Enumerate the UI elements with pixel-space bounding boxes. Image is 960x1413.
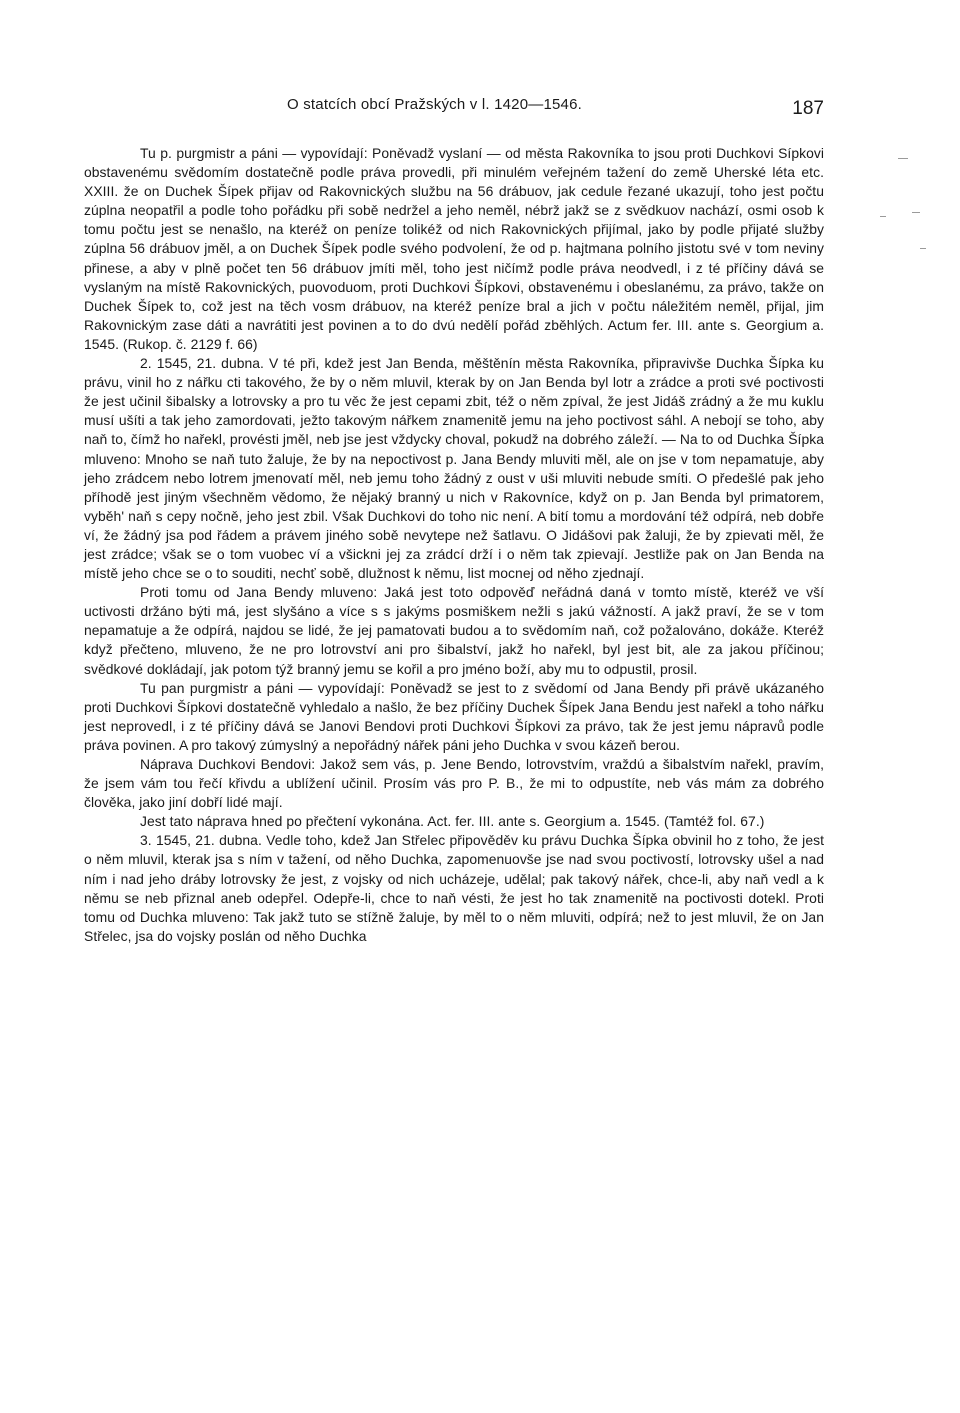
paragraph: Proti tomu od Jana Bendy mluveno: Jaká jest toto odpověď neřádná daná v tomto místě, kteréž ve vší uctivosti držáno býti má, jest slyšáno a více s s jakýms posmiškem nežli s jakú vážností. A jakž praví, že se v tom nepamatuje a že odpírá, najdou se lidé, že jej pamatovati budou a to svědomím naň, což požalováno, dokáže. Kteréž když přečteno, mluveno, že ne pro lotrovství ani pro šibalství, jakž ho nařekl, byl jest bit, ale za jakou příčinou; svědkové dokládají, jak potom týž branný jemu se kořil a pro jméno boží, aby mu to odpustil, prosil. xyxy=(84,584,824,677)
page-number: 187 xyxy=(792,98,824,119)
scan-mark xyxy=(898,158,908,159)
body-text xyxy=(84,144,824,946)
paragraph: 3. 1545, 21. dubna. Vedle toho, kdež Jan Střelec připověděv ku právu Duchka Šípka obvinil ho z toho, že jest o něm mluvil, kterak jsa s ním v tažení, od něho Duchka, zapomenuovše jse nad svou poctivostí, lotrovsky ušel a nad ním i nad jeho dráby lotrovsky že jest, z vojsky od nich ucházeje, udělal; pak takový nářek, chce-li, aby naň vedl a k němu se neb přiznal aneb odepřel. Odepře-li, chce to naň vésti, že jest ho tak znamenitě na poctivosti dotekl. Proti tomu od Duchka mluveno: Tak jakž tuto se stížně žaluje, by měl to o něm mluviti, odpírá; než to jest mluvil, že on Jan Střelec, jsa do vojsky poslán od něho Duchka xyxy=(84,832,824,944)
paragraph: Jest tato náprava hned po přečtení vykonána. Act. fer. III. ante s. Georgium a. 1545. (Tamtéž fol. 67.) xyxy=(140,813,765,830)
paragraph: Tu p. purgmistr a páni — vypovídají: Poněvadž vyslaní — od města Rakovníka to jsou proti Duchkovi Sípkovi obstavenému svědomím dostatečně podle práva provedli, při minulém veřejném tažení do země Uherské léta etc. XXIII. že on Duchek Šípek přijav od Rakovnických službu na 56 drábuov, jak cedule řezané ukazují, toho jest počtu zúplna neopatřil a podle toho pořádku při sobě nedržel a jeho neměl, nébrž jakž se z svědkuov nachází, osmi osob k tomu počtu jest se nenašlo, na kteréž on peníze tolikéž od nich Rakovnických přijímal, jako by podle přijaté služby zúplna 56 drábuov jměl, a on Duchek Šípek podle svého podvolení, že od p. hajtmana polního jistotu své v tom neviny přinese, a aby v plně počet ten 56 drábuov jmíti měl, toho jest ničímž podle práva neodvedl, i z té příčiny dává se vyslaným na místě Rakovnických, puovoduom, proti Duchkovi Šípkovi, obstavenému i obeslanému, za právo, takže on Duchek Šípek to, což jest na těch vosm drábuov, na kteréž peníze bral a jich v počtu náležitém neměl, přijal, jim Rakovnickým zase dáti a navrátiti jest povinen a to do dvú nedělí pořád zběhlých. Actum fer. III. ante s. Georgium a. 1545. (Rukop. č. 2129 f. 66) xyxy=(84,145,824,352)
scan-mark xyxy=(912,212,920,213)
book-page xyxy=(84,0,824,1413)
scan-mark xyxy=(880,216,886,217)
paragraph: Tu pan purgmistr a páni — vypovídají: Poněvadž se jest to z svědomí od Jana Bendy při právě ukázaného proti Duchkovi Šípkovi dostatečně vyhledalo a našlo, že bez příčiny Duchek Šípek Jana Bendu jest nařekl a toho nářku jest neprovedl, i z té příčiny dává se Janovi Bendovi proti Duchkovi Šípkovi za právo, tak že jest jemu nápravů podle práva povinen. A pro takový zúmyslný a nepořádný nářek páni jeho Duchka v svou kázeň berou. xyxy=(84,679,824,753)
scan-mark xyxy=(920,248,926,249)
page-header xyxy=(84,96,824,124)
running-title: O statcích obcí Pražských v l. 1420—1546. xyxy=(287,96,583,113)
paragraph: Náprava Duchkovi Bendovi: Jakož sem vás, p. Jene Bendo, lotrovstvím, vraždú a šibalstvím nařekl, pravím, že jsem vám tou řečí křivdu a ublížení učinil. Prosím vás pro P. B., že mi to odpustíte, neb vás mám za dobrého člověka, jako jiní dobří lidé mají. xyxy=(84,756,824,811)
margin-scan-marks xyxy=(850,150,940,300)
paragraph: 2. 1545, 21. dubna. V té při, kdež jest Jan Benda, měštěnín města Rakovníka, připravivše Duchka Šípka ku právu, vinil ho z nářku cti takového, že by o něm mluvil, kterak by on Jan Benda byl lotr a zrádce a proti své poctivosti že jest učinil šibalsky a lotrovsky a pro tu věc že jest cepami zbit, též o něm zpíval, že jest Jidáš zrádný a že mu kuklu musí ušíti a tak jeho zamordovati, ježto takovým nářkem znamenitě jemu na jeho poctivost sáhl. A nebojí se toho, aby naň to, čímž ho nařekl, provésti jměl, neb jse jest vždycky choval, pokudž na dobrého záleží. — Na to od Duchka Šípka mluveno: Mnoho se naň tuto žaluje, že by na nepoctivost p. Jana Bendy mluviti měl, ale on jse v tom nepamatuje, aby jeho zrádcem nebo lotrem jmenovatí měl, neb jemu toho žádný z oust v uši mluviti nebude smíti. O předešlé pak jeho příhodě jest jiným všechněm vědomo, že nějaký branný u nich v Rakovníce, když on p. Jan Benda byl primatorem, vyběh' naň s cepy nočně, jeho jest zbil. Však Duchkovi do toho nic není. A bití tomu a mordování též odpírá, neb dobře ví, že žádný jsa pod řádem a právem jiného sobě nevytepe než šatlavu. O Jidášovi pak žaluji, že by zpievati měl, že jest zrádce; však se o tom vuobec ví a všickni jej za zrádcí drží i o něm tak zpievají. Jestliže pak on Jan Benda na místě jeho chce se o to souditi, nechť sobě, dlužnost k němu, list mocnej od něho zjednají. xyxy=(84,355,824,582)
